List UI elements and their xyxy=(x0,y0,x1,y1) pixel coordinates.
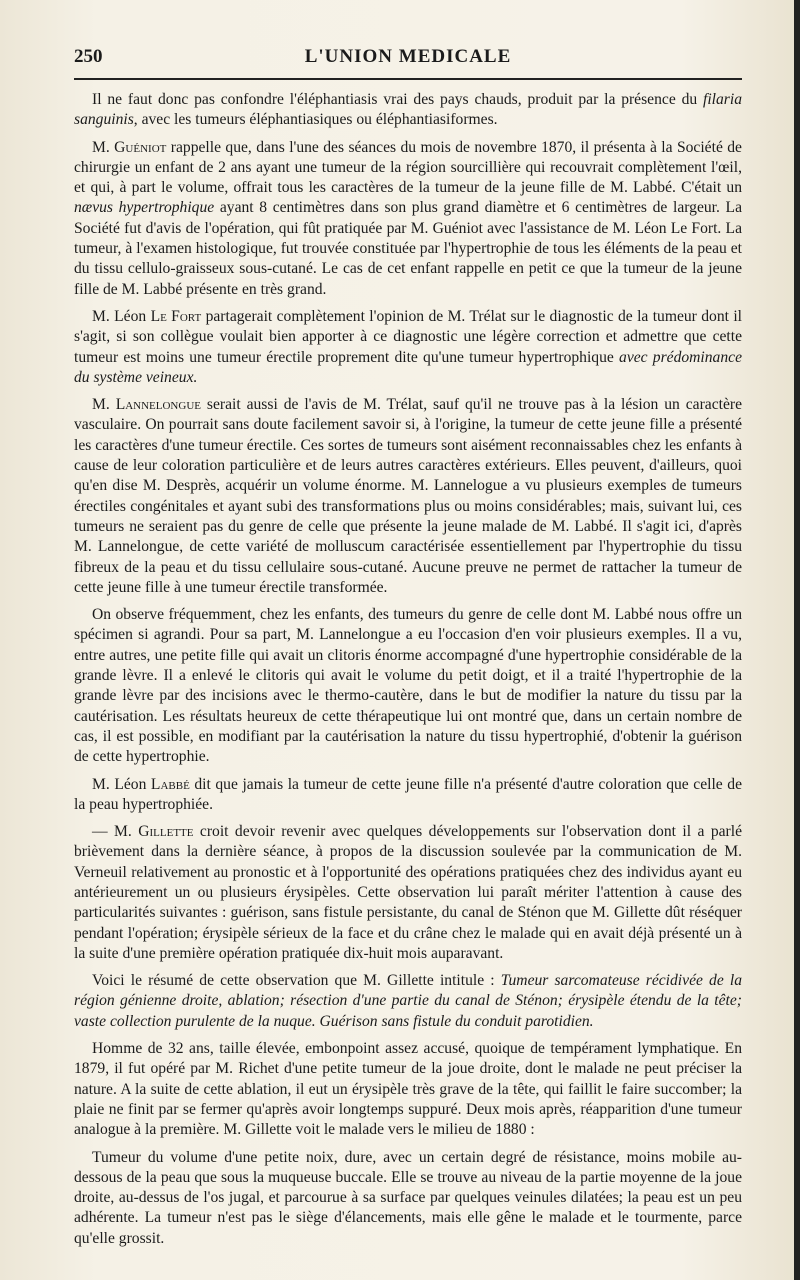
text-run: dit que jamais la tumeur de cette jeune fille n'a présenté d'autre coloration que celle de la peau hypertrophiée. xyxy=(74,775,742,813)
italic-text: nævus hypertrophique xyxy=(74,199,215,217)
paragraph xyxy=(74,1039,742,1140)
text-run: Tumeur du volume d'une petite noix, dure, avec un certain degré de résistance, moins mobile au-dessous de la peau que sous la muqueuse buccale. Elle se trouve au niveau de la partie moyenne de la joue droite, au-dessus de l'os jugal, et parcourue à sa surface par quelques veinules dilatées; la peau est un peu adhérente. La tumeur n'est pas le siège d'élancements, mais elle gêne le malade et le tourmente, parce qu'elle grossit. xyxy=(74,1148,742,1247)
text-run: serait aussi de l'avis de M. Trélat, sauf qu'il ne trouve pas à la lésion un caractère vasculaire. On pourrait sans doute facilement savoir si, à l'origine, la tumeur de cette jeune fille a présenté les caractères d'une tumeur érectile. Ces sortes de tumeurs sont aisément reconnaissables chez les enfants à cause de leur coloration particulière et de leurs autres caractères extérieurs. Elles peuvent, d'ailleurs, quoi qu'en dise M. Desprès, acquérir un volume énorme. M. Lannelogue a vu plusieurs exemples de tumeurs érectiles congénitales et ayant subi des transformations plus ou moins considérables; mais, suivant lui, ces tumeurs ne seraient pas du genre de celle que présente la jeune malade de M. Labbé. Il s'agit ici, d'après M. Lannelongue, de cette variété de molluscum caractérisée essentiellement par l'hypertrophie du tissu fibreux de la peau et du tissu cellulaire sous-cutané. Aucune preuve ne permet de rattacher la tumeur de cette jeune fille à une tumeur érectile transformée. xyxy=(74,396,742,596)
paragraph xyxy=(74,971,742,1032)
text-run: Voici le résumé de cette observation que M. Gillette intitule : xyxy=(92,972,501,990)
article-body xyxy=(74,90,742,1249)
author-name: Guéniot xyxy=(114,138,167,156)
text-run: , avec les tumeurs éléphantiasiques ou éléphantiasiformes. xyxy=(133,111,498,129)
header-rule xyxy=(74,78,742,80)
page-edge-shadow xyxy=(794,0,800,1280)
paragraph xyxy=(74,90,742,131)
page-header xyxy=(74,46,742,68)
text-run: partagerait complètement l'opinion de M. Trélat sur le diagnostic de la tumeur dont il s'agit, si son collègue voulait bien apporter à ce diagnostic une légère correction et admettre que cette tumeur est moins une tumeur érectile proprement dite qu'une tumeur hypertrophique xyxy=(74,307,743,366)
journal-title: L'UNION MEDICALE xyxy=(304,46,512,67)
italic-text: filaria sanguinis xyxy=(74,91,742,129)
text-run: — M. xyxy=(92,823,139,841)
paragraph xyxy=(74,822,742,964)
text-run: Homme de 32 ans, taille élevée, embonpoint assez accusé, quoique de tempérament lymphatique. En 1879, il fut opéré par M. Richet d'une petite tumeur de la joue droite, dont le malade ne peut préciser la nature. A la suite de cette ablation, il eut un érysipèle très grave de la tête, qui faillit le faire succomber; la plaie ne finit par se fermer qu'après avoir longtemps suppuré. Deux mois après, réapparition d'une tumeur analogue à la première. M. Gillette voit le malade vers le milieu de 1880 : xyxy=(74,1040,742,1139)
paragraph xyxy=(74,307,742,388)
author-name: Gillette xyxy=(138,823,194,841)
text-run: ayant 8 centimètres dans son plus grand diamètre et 6 centimètres de largeur. La Société fut d'avis de l'opération, qui fût pratiquée par M. Guéniot avec l'assistance de M. Léon Le Fort. La tumeur, à l'examen histologique, fut trouvée constituée par l'hypertrophie de tous les éléments de la peau et du tissu cellulo-graisseux sous-cutané. Le cas de cet enfant rappelle en petit ce que la tumeur de la jeune fille de M. Labbé présente en très grand. xyxy=(74,199,742,298)
paragraph xyxy=(74,1148,742,1249)
text-run: croit devoir revenir avec quelques développements sur l'observation dont il a parlé brièvement dans la dernière séance, à propos de la discussion soulevée par la communication de M. Verneuil relativement au pronostic et à l'opportunité des opérations pratiquées chez des individus ayant eu antérieurement un ou plusieurs érysipèles. Cette observation lui paraît mériter l'attention à cause des particularités suivantes : guérison, sans fistule persistante, du canal de Sténon que M. Gillette dût réséquer pendant l'opération; érysipèle sérieux de la face et du crâne chez le malade qui en avait déjà présenté un à la suite d'une première opération pratiquée dix-huit mois auparavant. xyxy=(74,823,742,962)
author-name: Lannelongue xyxy=(115,396,201,414)
text-run: M. Léon xyxy=(92,307,151,325)
italic-text: avec prédominance du système veineux. xyxy=(74,348,742,386)
paragraph xyxy=(74,395,742,598)
italic-text: Tumeur sarcomateuse récidivée de la région génienne droite, ablation; résection d'une partie du canal de Sténon; érysipèle étendu de la tête; vaste collection purulente de la nuque. Guérison sans fistule du conduit parotidien. xyxy=(74,972,742,1030)
paragraph xyxy=(74,138,742,300)
text-run: On observe fréquemment, chez les enfants, des tumeurs du genre de celle dont M. Labbé nous offre un spécimen si agrandi. Pour sa part, M. Lannelongue a eu l'occasion d'en voir plusieurs exemples. Il a vu, entre autres, une petite fille qui avait un clitoris énorme accompagné d'une hypertrophie considérable de la grande lèvre. Il a enlevé le clitoris qui avait le volume du petit doigt, et il a traité l'hypertrophie de la grande lèvre par des incisions avec le thermo-cautère, dans le but de modifier la nature du tissu par la cautérisation. Les résultats heureux de cette thérapeutique lui ont montré que, dans un certain nombre de cas, il est possible, en modifiant par la cautérisation la nature du tissu hypertrophié, d'obtenir la guérison de cette hypertrophie. xyxy=(74,606,742,766)
author-name: Labbé xyxy=(150,775,190,793)
text-run: M. xyxy=(92,396,116,414)
text-run: M. xyxy=(92,138,115,156)
paragraph xyxy=(74,605,742,767)
author-name: Le Fort xyxy=(150,307,202,325)
page-number: 250 xyxy=(74,46,103,67)
text-run: Il ne faut donc pas confondre l'éléphantiasis vrai des pays chauds, produit par la présence du xyxy=(92,91,703,108)
paragraph xyxy=(74,775,742,816)
text-run: rappelle que, dans l'une des séances du mois de novembre 1870, il présenta à la Société de chirurgie un enfant de 2 ans ayant une tumeur de la région sourcillière qui recouvrait complètement l'œil, et qui, à part le volume, offrait tous les caractères de la tumeur de la jeune fille de M. Labbé. C'était un xyxy=(74,138,742,197)
text-run: M. Léon xyxy=(92,775,151,793)
